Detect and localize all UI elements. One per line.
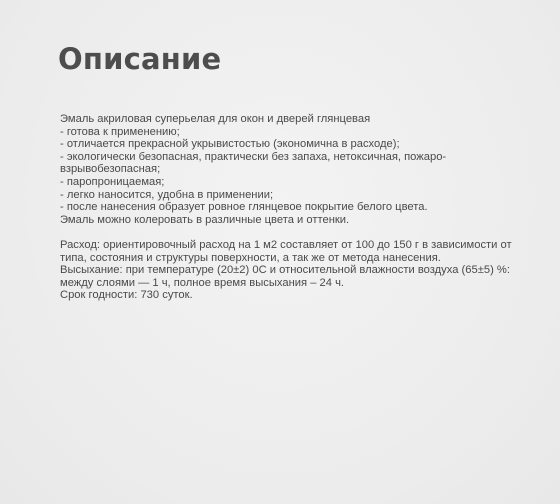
description-line: взрывобезопасная; (60, 163, 161, 176)
spec-line: типа, состояния и структуры поверхности, а так же от метода нанесения. (60, 251, 441, 264)
description-line: - легко наносится, удобна в применении; (60, 188, 274, 201)
page-title: Описание (58, 42, 222, 76)
paragraph-gap (60, 226, 530, 239)
spec-line: Высыхание: при температуре (20±2) 0С и относительной влажности воздуха (65±5) %: (60, 264, 510, 277)
description-line: - после нанесения образует ровное глянцевое покрытие белого цвета. (60, 201, 428, 214)
description-line: Эмаль акриловая суперьелая для окон и дверей глянцевая (60, 113, 371, 125)
description-body (60, 113, 530, 302)
description-line: - отличается прекрасной укрывистостью (экономична в расходе); (60, 138, 400, 151)
description-line: Эмаль можно колеровать в различные цвета и оттенки. (60, 213, 350, 226)
spec-line: между слоями — 1 ч, полное время высыхания – 24 ч. (60, 276, 345, 289)
spec-line: Расход: ориентировочный расход на 1 м2 составляет от 100 до 150 г в зависимости от (60, 238, 512, 251)
description-line: - паропроницаемая; (60, 175, 165, 188)
description-line: - экологически безопасная, практически без запаха, нетоксичная, пожаро- (60, 150, 447, 163)
description-line: - готова к применению; (60, 125, 180, 138)
spec-line: Срок годности: 730 суток. (60, 289, 193, 302)
